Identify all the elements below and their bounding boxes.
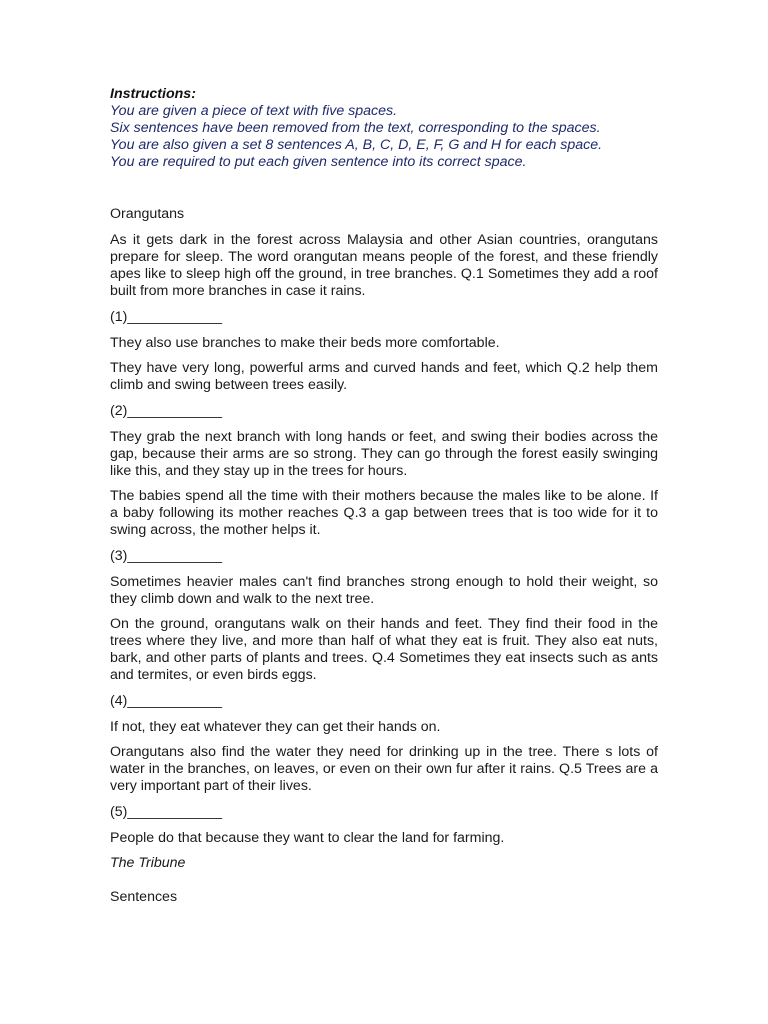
gap-blank-1: (1)____________	[110, 308, 223, 325]
gap-blank-2: (2)____________	[110, 402, 223, 419]
paragraph: People do that because they want to clear the land for farming.	[110, 829, 505, 846]
paragraph: The babies spend all the time with their mothers because the males like to be alone. If a baby following its mother reaches Q.3 a gap between trees that is too wide for it to swing across, the mother helps it.	[110, 488, 658, 538]
gap-blank-5: (5)____________	[110, 803, 223, 820]
article-body	[110, 206, 658, 915]
gap-blank-4: (4)____________	[110, 692, 223, 709]
instruction-line: You are required to put each given sentence into its correct space.	[110, 154, 527, 170]
paragraph: Orangutans also find the water they need for drinking up in the tree. There s lots of water in the branches, on leaves, or even on their own fur after it rains. Q.5 Trees are a very important part of their lives.	[110, 744, 658, 794]
article-title: Orangutans	[110, 206, 185, 222]
sentences-heading: Sentences	[110, 889, 178, 905]
paragraph: They also use branches to make their beds more comfortable.	[110, 334, 500, 351]
gap-blank-3: (3)____________	[110, 547, 223, 564]
paragraph: They have very long, powerful arms and curved hands and feet, which Q.2 help them climb and swing between trees easily.	[110, 360, 658, 393]
paragraph: Sometimes heavier males can't find branches strong enough to hold their weight, so they climb down and walk to the next tree.	[110, 573, 658, 607]
instruction-line: Six sentences have been removed from the text, corresponding to the spaces.	[110, 120, 601, 136]
instruction-line: You are also given a set 8 sentences A, B, C, D, E, F, G and H for each space.	[110, 137, 603, 153]
instruction-line: You are given a piece of text with five spaces.	[110, 103, 398, 119]
source-citation: The Tribune	[110, 855, 186, 871]
paragraph: If not, they eat whatever they can get their hands on.	[110, 718, 441, 735]
instructions-block	[110, 86, 670, 171]
paragraph: On the ground, orangutans walk on their hands and feet. They find their food in the trees where they live, and more than half of what they eat is fruit. They also eat nuts, bark, and other parts of plants and trees. Q.4 Sometimes they eat insects such as ants and termites, or even birds eggs.	[110, 616, 658, 683]
instructions-heading: Instructions:	[110, 86, 196, 102]
paragraph: They grab the next branch with long hands or feet, and swing their bodies across the gap, because their arms are so strong. They can go through the forest easily swinging like this, and they stay up in the trees for hours.	[110, 428, 658, 479]
paragraph: As it gets dark in the forest across Malaysia and other Asian countries, orangutans prepare for sleep. The word orangutan means people of the forest, and these friendly apes like to sleep high off the ground, in tree branches. Q.1 Sometimes they add a roof built from more branches in case it rains.	[110, 232, 658, 299]
